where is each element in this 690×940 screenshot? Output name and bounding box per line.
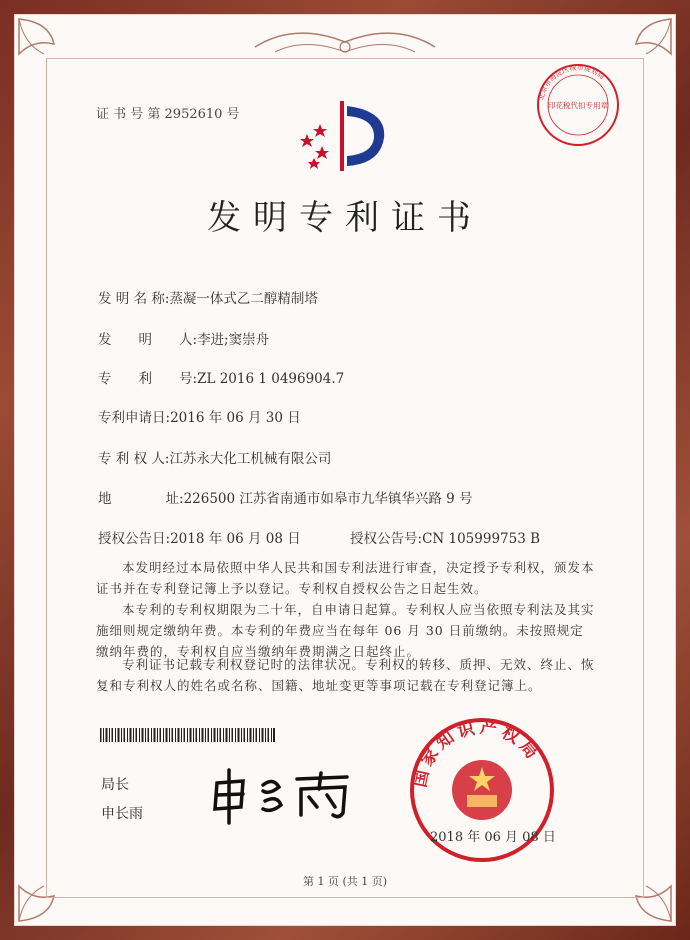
address-value: 226500 江苏省南通市如皋市九华镇华兴路 9 号 <box>183 491 473 507</box>
page-indicator: 第 1 页 (共 1 页) <box>302 875 388 888</box>
grant-date-label: 授权公告日: <box>98 531 171 547</box>
director-name: 申长雨 <box>101 806 143 822</box>
patent-number-label: 专 利 号: <box>98 371 198 387</box>
certificate-number: 证 书 号 第 2952610 号 <box>96 107 240 122</box>
stamp-duty-seal-inner: 印花税代扣专用章 <box>548 101 608 110</box>
patentee-row <box>98 447 331 467</box>
cnipa-logo-icon <box>292 96 402 176</box>
seal-text: 国家知识产权局 <box>410 717 544 790</box>
grant-date-value: 2018 年 06 月 08 日 <box>170 531 301 547</box>
svg-text:北京市海淀区城市规划局 <box>536 63 606 101</box>
grant-number-row <box>350 527 540 547</box>
grant-number-value: CN 105999753 B <box>422 531 541 547</box>
inventor-row <box>98 328 269 348</box>
grant-number-label: 授权公告号: <box>350 531 423 547</box>
address-row <box>98 487 473 507</box>
body-paragraph-3: 专利证书记载专利权登记时的法律状况。专利权的转移、质押、无效、终止、恢复和专利权人的姓名或名称、国籍、地址变更等事项记载在专利登记簿上。 <box>96 657 595 693</box>
stamp-duty-seal-icon <box>533 60 623 150</box>
signature-icon <box>205 765 355 825</box>
grant-date-row <box>98 527 301 547</box>
invention-name-row <box>98 287 318 307</box>
filing-date-row <box>98 406 301 426</box>
inventor-value: 李进;窦崇舟 <box>197 332 270 348</box>
body-paragraph-1: 本发明经过本局依照中华人民共和国专利法进行审查，决定授予专利权，颁发本证书并在专利登记簿上予以登记。专利权自授权公告之日起生效。 <box>96 560 595 596</box>
seal-date: 2018 年 06 月 08 日 <box>430 830 556 845</box>
invention-name-value: 蒸凝一体式乙二醇精制塔 <box>169 291 318 307</box>
patent-number-value: ZL 2016 1 0496904.7 <box>197 371 345 387</box>
certificate-title: 发明专利证书 <box>207 198 483 238</box>
patentee-label: 专 利 权 人: <box>98 451 170 467</box>
patent-number-row <box>98 367 344 387</box>
invention-name-label: 发 明 名 称: <box>98 291 170 307</box>
filing-date-label: 专利申请日: <box>98 410 171 426</box>
filing-date-value: 2016 年 06 月 30 日 <box>170 410 301 426</box>
body-paragraph-2: 本专利的专利权期限为二十年，自申请日起算。专利权人应当依照专利法及其实施细则规定缴纳年费。本专利的年费应当在每年 06 月 30 日前缴纳。未按照规定缴纳年费的，专利权自应当缴纳年费期满之日起终止。 <box>96 602 595 659</box>
stamp-duty-seal-text: 北京市海淀区城市规划局 <box>537 63 606 102</box>
director-title: 局长 <box>101 777 129 793</box>
inventor-label: 发 明 人: <box>98 332 198 348</box>
address-label: 地 址: <box>98 491 184 507</box>
barcode-icon <box>100 728 275 742</box>
patentee-value: 江苏永大化工机械有限公司 <box>169 451 332 467</box>
